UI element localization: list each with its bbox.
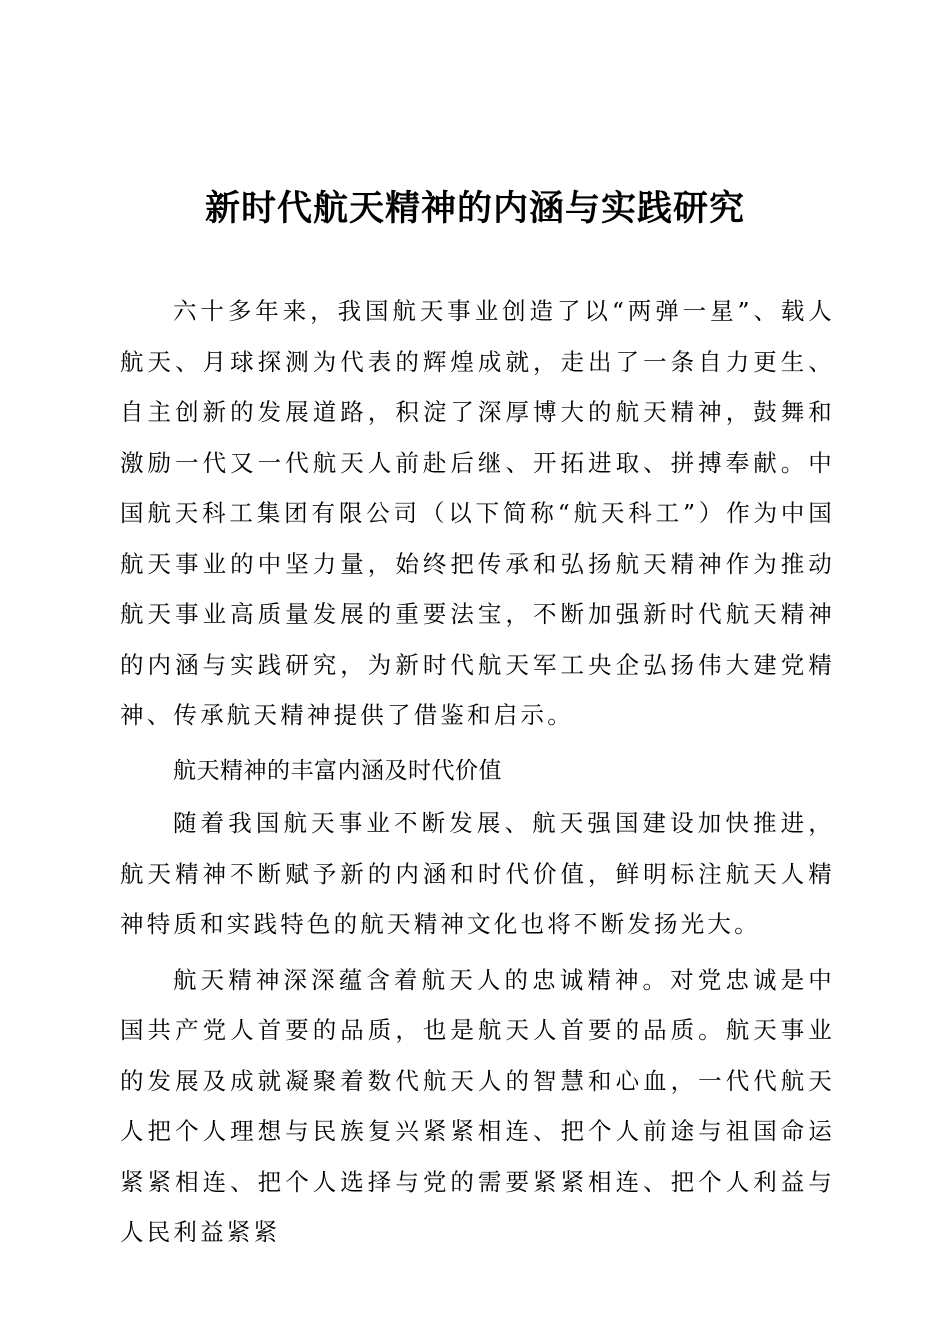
paragraph-time-value: 随着我国航天事业不断发展、航天强国建设加快推进，航天精神不断赋予新的内涵和时代价值，鲜明标注航天人精神特质和实践特色的航天精神文化也将不断发扬光大。 <box>120 809 835 938</box>
document-body <box>120 286 835 1263</box>
paragraph-loyalty: 航天精神深深蕴含着航天人的忠诚精神。对党忠诚是中国共产党人首要的品质，也是航天人首要的品质。航天事业的发展及成就凝聚着数代航天人的智慧和心血，一代代航天人把个人理想与民族复兴紧紧相连、把个人前途与祖国命运紧紧相连、把个人选择与党的需要紧紧相连、把个人利益与人民利益紧紧 <box>120 965 835 1246</box>
paragraph-intro: 六十多年来，我国航天事业创造了以“两弹一星”、载人航天、月球探测为代表的辉煌成就，走出了一条自力更生、自主创新的发展道路，积淀了深厚博大的航天精神，鼓舞和激励一代又一代航天人前赴后继、开拓进取、拼搏奉献。中国航天科工集团有限公司（以下简称“航天科工”）作为中国航天事业的中坚力量，始终把传承和弘扬航天精神作为推动航天事业高质量发展的重要法宝，不断加强新时代航天精神的内涵与实践研究，为新时代航天军工央企弘扬伟大建党精神、传承航天精神提供了借鉴和启示。 <box>120 297 835 729</box>
section-heading: 航天精神的丰富内涵及时代价值 <box>173 757 502 784</box>
document-title: 新时代航天精神的内涵与实践研究 <box>204 188 745 229</box>
